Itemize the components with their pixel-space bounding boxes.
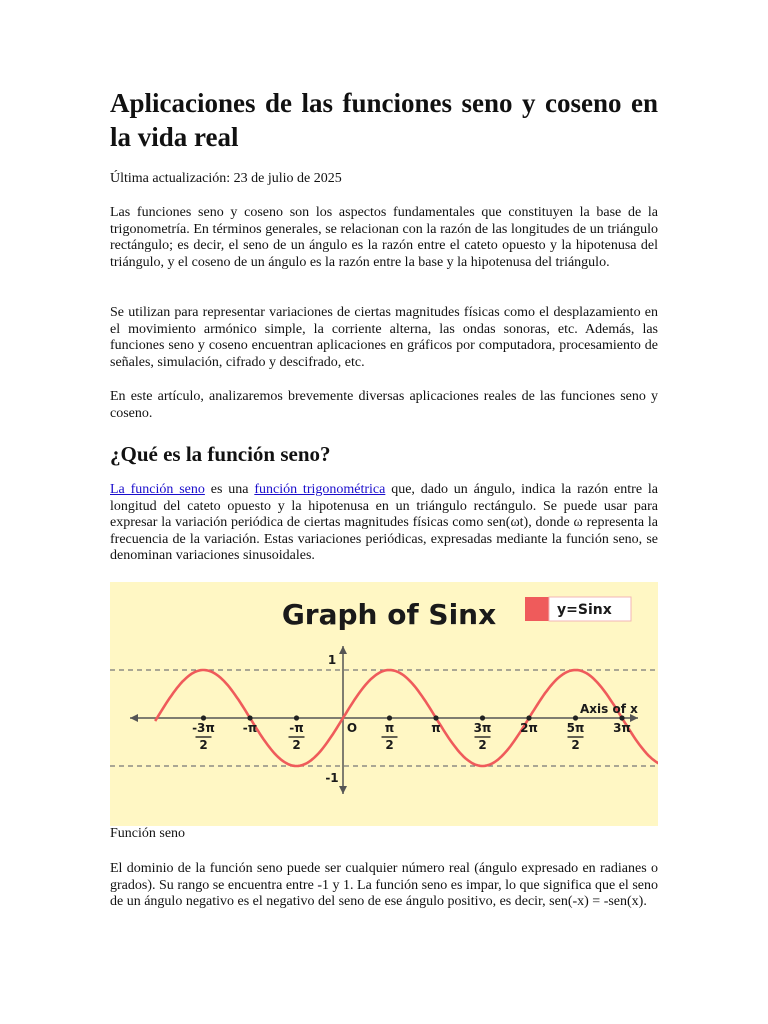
figure-caption: Función seno (110, 826, 186, 841)
x-tick-numerator: -3π (192, 721, 215, 735)
x-tick-label: 3π (613, 721, 631, 735)
x-tick-point (201, 715, 206, 720)
legend-label: y=Sinx (557, 602, 612, 618)
x-tick-point (573, 715, 578, 720)
x-tick-point (387, 715, 392, 720)
chart-legend (525, 597, 631, 621)
intro-paragraph-1: Las funciones seno y coseno son los aspectos fundamentales que constituyen la base de la trigonometría. En términos generales, se relacionan con la razón de las longitudes de un triángulo rectángulo; es decir, el seno de un ángulo es la razón entre el cateto opuesto y la hipotenusa del triángulo, y el coseno de un ángulo es la razón entre la base y la hipotenusa del triángulo. (110, 205, 658, 270)
x-tick-denominator: 2 (292, 738, 301, 752)
chart-title: Graph of Sinx (281, 598, 497, 631)
x-tick-numerator: 3π (473, 721, 492, 735)
section-heading: ¿Qué es la función seno? (110, 442, 331, 466)
legend-swatch (525, 597, 549, 621)
x-tick-denominator: 2 (385, 738, 394, 752)
section-paragraph-2: El dominio de la función seno puede ser cualquier número real (ángulo expresado en radianes o grados). Su rango se encuentra entre -1 y 1. La función seno es impar, lo que significa que el seno de un ángulo negativo es el negativo del seno de ese ángulo positivo, es decir, sen(-x) = -sen(x). (110, 861, 658, 909)
x-tick-label: π (431, 721, 441, 735)
x-axis-label: Axis of x (580, 702, 638, 716)
article-title: Aplicaciones de las funciones seno y coseno en la vida real (110, 88, 658, 152)
x-tick-denominator: 2 (478, 738, 487, 752)
link-funcion-trigonometrica[interactable]: función trigonométrica (254, 482, 386, 497)
x-tick-point (619, 715, 624, 720)
link-funcion-seno[interactable]: La función seno (110, 482, 205, 497)
x-tick-numerator: π (384, 721, 395, 735)
sine-graph-chart (110, 582, 658, 826)
x-tick-label: -π (242, 721, 258, 735)
y-tick-label: 1 (327, 653, 337, 667)
x-tick-numerator: -π (289, 721, 304, 735)
origin-label: O (346, 721, 358, 735)
section-p1-text-2: que, dado un ángulo, indica la razón entre la longitud del cateto opuesto y la hipotenusa en un triángulo rectángulo. Se puede usar para expresar la variación periódica de ciertas magnitudes físicas como sen(ωt), donde ω representa la frecuencia de la variación. Estas variaciones periódicas, expresadas mediante la función seno, se denominan variaciones sinusoidales. (110, 482, 658, 563)
section-paragraph-1 (110, 482, 658, 565)
x-tick-numerator: 5π (566, 721, 585, 735)
x-tick-point (526, 715, 531, 720)
x-tick-point (247, 715, 252, 720)
x-tick-point (433, 715, 438, 720)
x-tick-label: 2π (520, 721, 538, 735)
section-p1-text-1: es una (204, 482, 255, 497)
y-tick-label: -1 (325, 771, 339, 785)
y-axis-arrow-up (339, 646, 347, 654)
x-tick-point (294, 715, 299, 720)
x-tick-point (480, 715, 485, 720)
intro-paragraph-3: En este artículo, analizaremos brevemente diversas aplicaciones reales de las funciones seno y coseno. (110, 389, 658, 421)
intro-paragraph-2: Se utilizan para representar variaciones de ciertas magnitudes físicas como el desplazamiento en el movimiento armónico simple, la corriente alterna, las ondas sonoras, etc. Además, las funciones seno y coseno encuentran aplicaciones en gráficos por computadora, procesamiento de señales, simulación, cifrado y descifrado, etc. (110, 305, 658, 370)
x-axis-arrow-left (130, 714, 138, 722)
x-tick-denominator: 2 (571, 738, 580, 752)
sine-graph-figure (110, 582, 658, 826)
last-updated: Última actualización: 23 de julio de 2025 (110, 171, 342, 186)
x-tick-denominator: 2 (199, 738, 208, 752)
y-axis-arrow-down (339, 786, 347, 794)
